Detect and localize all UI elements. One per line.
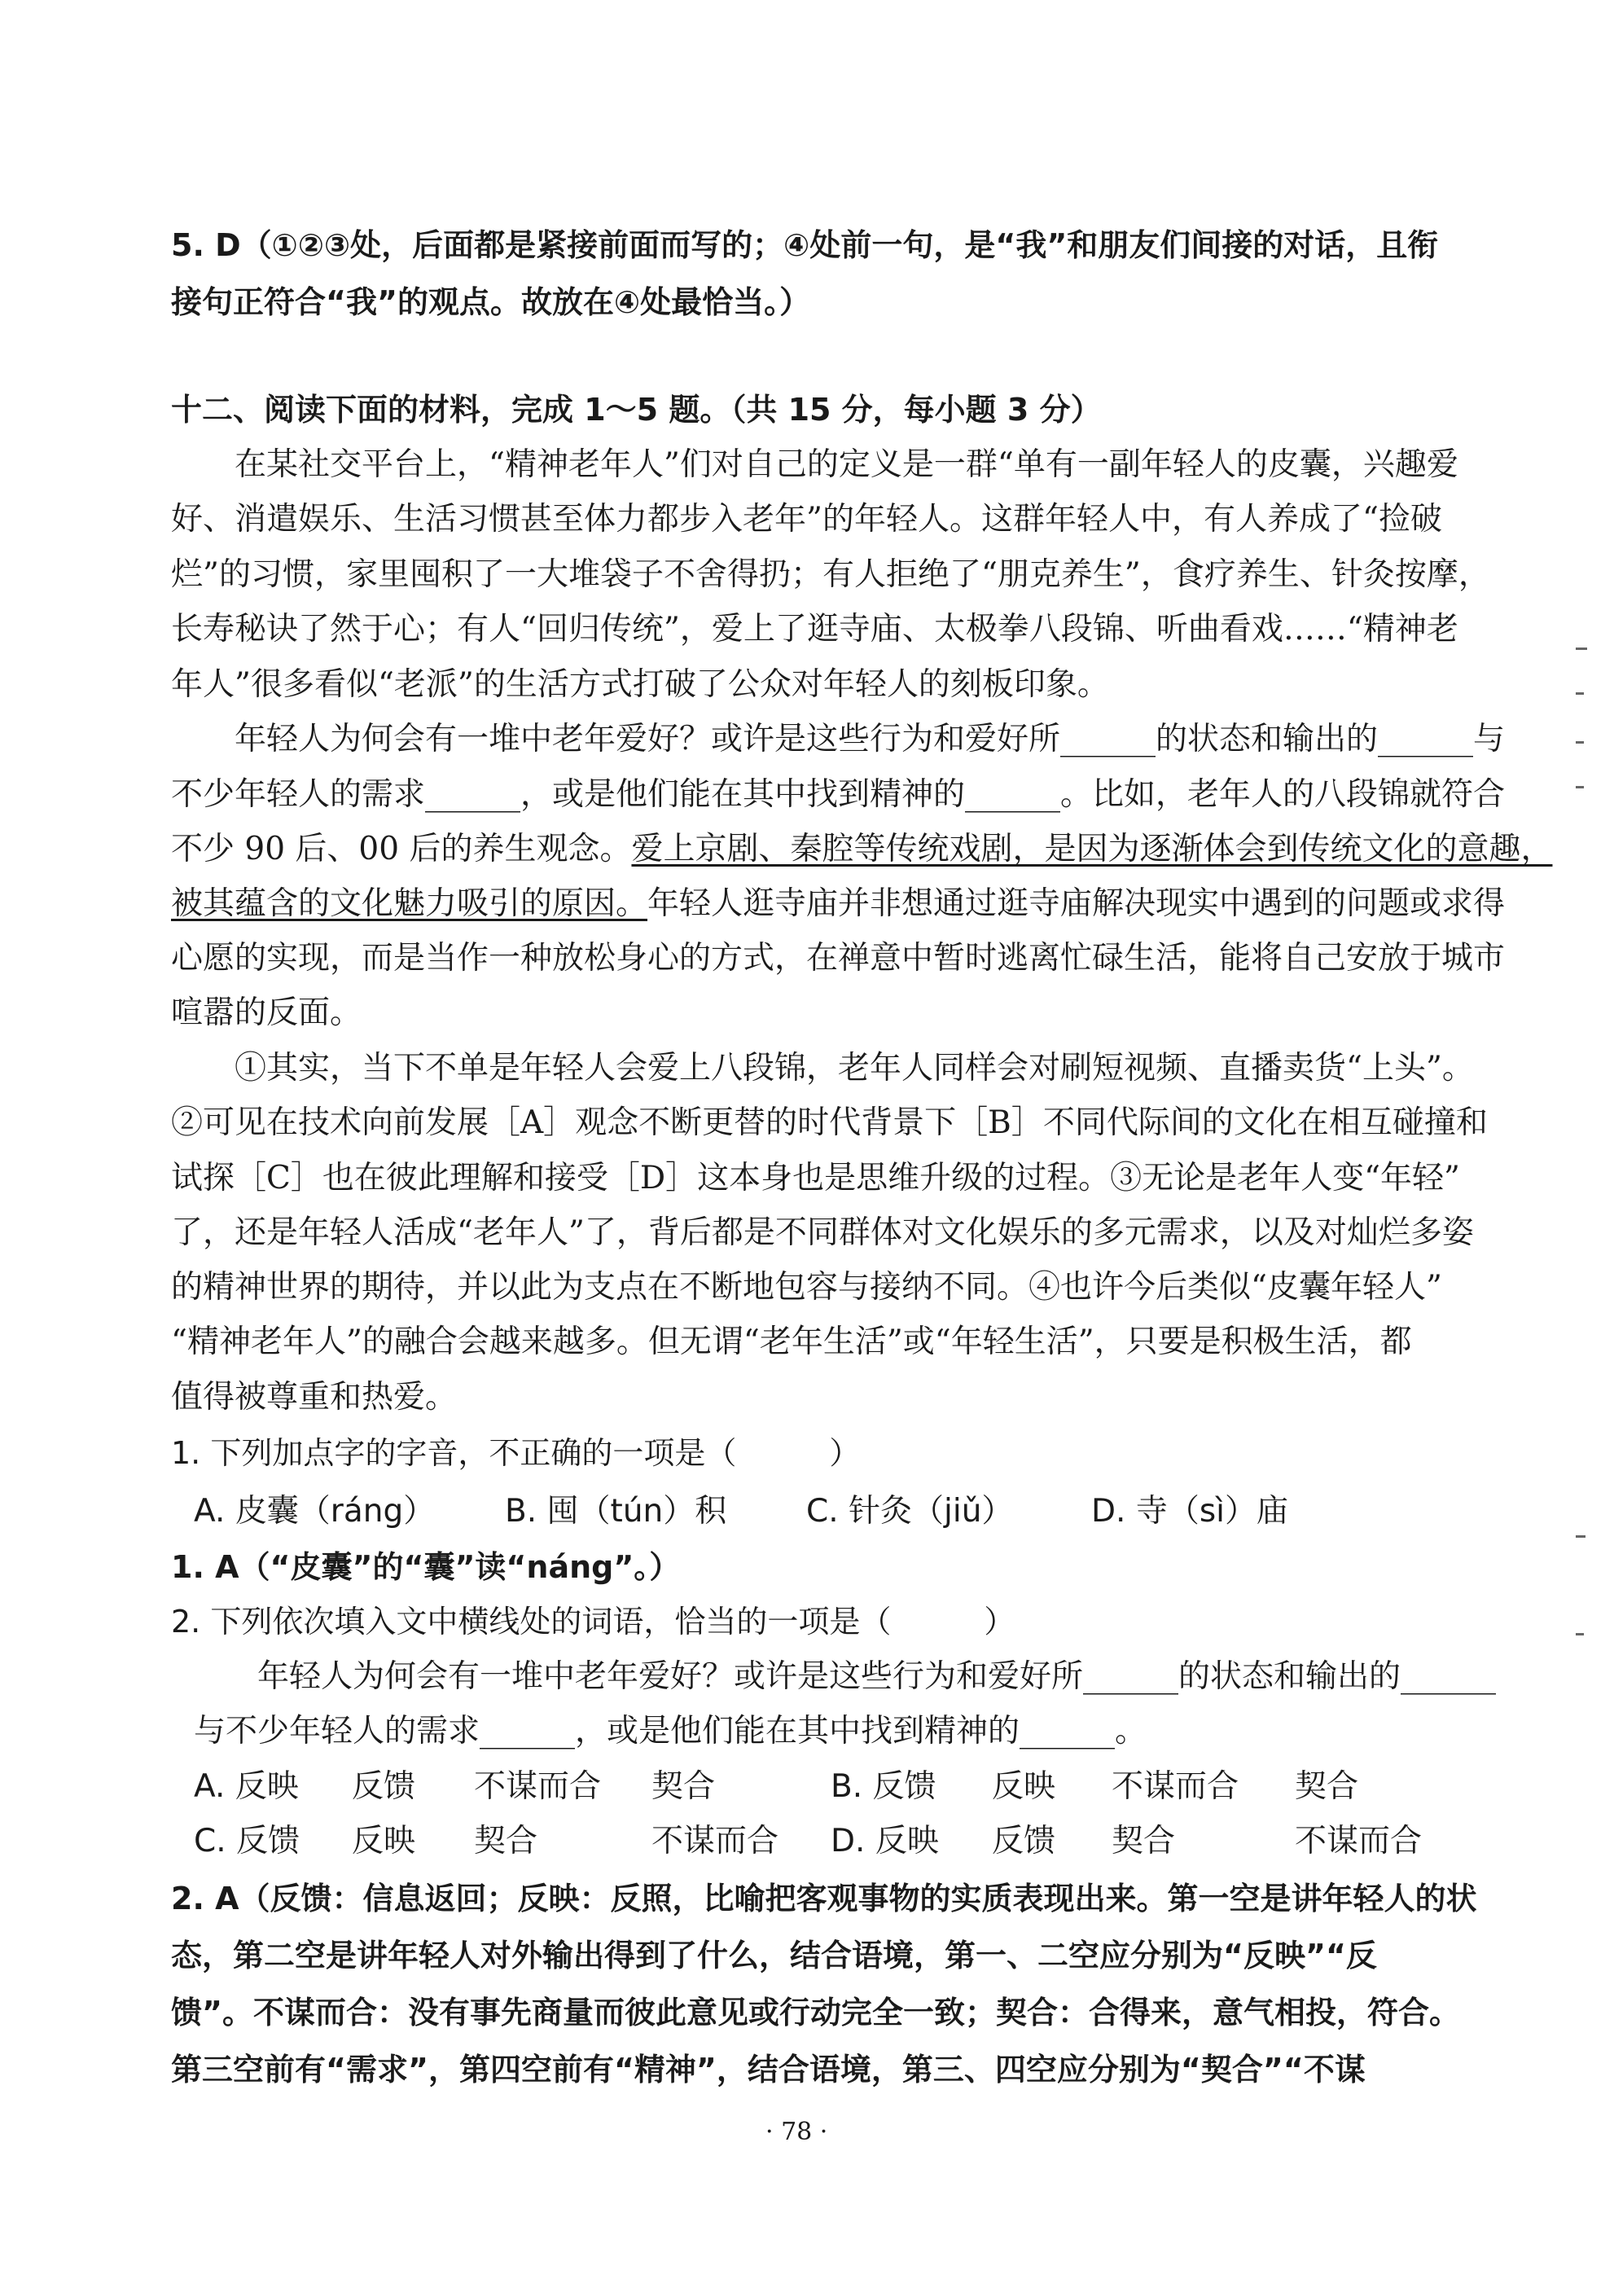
question-1-answer: 1. A（“皮囊”的“囊”读“náng”。） bbox=[171, 1549, 681, 1585]
passage-line: 在某社交平台上，“精神老年人”们对自己的定义是一群“单有一副年轻人的皮囊，兴趣爱 bbox=[171, 446, 1458, 483]
q2-option-c-1: C. 反馈 bbox=[194, 1823, 300, 1859]
passage-line: ①其实，当下不单是年轻人会爱上八段锦，老年人同样会对刷短视频、直播卖货“上头”。 bbox=[171, 1050, 1474, 1087]
underlined-sentence: 被其蕴含的文化魅力吸引的原因。 bbox=[171, 885, 648, 922]
passage-line: ②可见在技术向前发展［A］观念不断更替的时代背景下［B］不同代际间的文化在相互碰撞和 bbox=[171, 1104, 1488, 1141]
passage-text: 不少 90 后、00 后的养生观念。 bbox=[171, 831, 632, 867]
scan-mark bbox=[1576, 786, 1584, 788]
section-heading: 十二、阅读下面的材料，完成 1～5 题。（共 15 分，每小题 3 分） bbox=[171, 392, 1102, 428]
question-2-stem: 2. 下列依次填入文中横线处的词语，恰当的一项是（ ） bbox=[171, 1604, 1015, 1640]
scan-mark bbox=[1576, 692, 1584, 695]
passage-line: 好、消遣娱乐、生活习惯甚至体力都步入老年”的年轻人。这群年轻人中，有人养成了“捡破 bbox=[171, 501, 1442, 538]
q2-option-d-3: 契合 bbox=[1112, 1823, 1176, 1859]
scan-mark bbox=[1576, 1535, 1585, 1538]
q2-option-d-2: 反馈 bbox=[992, 1823, 1056, 1859]
answer-5-line-2: 接句正符合“我”的观点。故放在④处最恰当。） bbox=[171, 284, 811, 320]
q2-option-d-1: D. 反映 bbox=[831, 1823, 939, 1859]
q2-option-a-2: 反馈 bbox=[352, 1768, 416, 1805]
q1-option-b: B. 囤（tún）积 bbox=[505, 1493, 727, 1530]
scan-mark bbox=[1576, 741, 1584, 744]
passage-line: 年轻人为何会有一堆中老年爱好？或许是这些行为和爱好所______的状态和输出的______与 bbox=[171, 721, 1506, 757]
passage-line bbox=[171, 883, 1505, 925]
passage-text: 年轻人逛寺庙并非想通过逛寺庙解决现实中遇到的问题或求得 bbox=[647, 885, 1506, 922]
question-2-answer-line: 态，第二空是讲年轻人对外输出得到了什么，结合语境，第一、二空应分别为“反映”“反 bbox=[171, 1938, 1377, 1973]
q2-quote-line: 年轻人为何会有一堆中老年爱好？或许是这些行为和爱好所______的状态和输出的______ bbox=[194, 1658, 1497, 1695]
underlined-sentence: 爱上京剧、秦腔等传统戏剧，是因为逐渐体会到传统文化的意趣， bbox=[631, 831, 1553, 867]
q2-option-a-3: 不谋而合 bbox=[474, 1768, 602, 1805]
passage-line: 了，还是年轻人活成“老年人”了，背后都是不同群体对文化娱乐的多元需求，以及对灿烂多姿 bbox=[171, 1214, 1474, 1251]
question-2-answer-line: 馈”。不谋而合：没有事先商量而彼此意见或行动完全一致；契合：合得来，意气相投，符合。 bbox=[171, 1995, 1460, 2030]
page-number: · 78 · bbox=[765, 2118, 828, 2146]
q2-option-a-1: A. 反映 bbox=[194, 1768, 299, 1805]
q2-option-b-4: 契合 bbox=[1295, 1768, 1359, 1805]
q2-option-d-4: 不谋而合 bbox=[1295, 1823, 1423, 1859]
q2-option-c-2: 反映 bbox=[352, 1823, 416, 1859]
q2-option-b-2: 反映 bbox=[992, 1768, 1056, 1805]
scan-mark bbox=[1576, 1633, 1584, 1635]
passage-line: 心愿的实现，而是当作一种放松身心的方式，在禅意中暂时逃离忙碌生活，能将自己安放于城市 bbox=[171, 940, 1506, 977]
passage-line bbox=[171, 828, 1552, 871]
question-2-answer-line: 第三空前有“需求”，第四空前有“精神”，结合语境，第三、四空应分别为“契合”“不谋 bbox=[171, 2052, 1366, 2087]
q2-option-c-4: 不谋而合 bbox=[651, 1823, 779, 1859]
q2-quote-line: 与不少年轻人的需求______，或是他们能在其中找到精神的______。 bbox=[194, 1713, 1147, 1749]
q2-option-b-3: 不谋而合 bbox=[1112, 1768, 1239, 1805]
passage-line: 不少年轻人的需求______，或是他们能在其中找到精神的______。比如，老年人的八段锦就符合 bbox=[171, 776, 1506, 813]
passage-line: “精神老年人”的融合会越来越多。但无谓“老年生活”或“年轻生活”，只要是积极生活，都 bbox=[171, 1324, 1412, 1360]
passage-line: 试探［C］也在彼此理解和接受［D］这本身也是思维升级的过程。③无论是老年人变“年轻” bbox=[171, 1160, 1460, 1196]
q1-option-c: C. 针灸（jiǔ） bbox=[806, 1493, 1014, 1530]
q1-option-d: D. 寺（sì）庙 bbox=[1091, 1493, 1288, 1530]
passage-line: 年人”很多看似“老派”的生活方式打破了公众对年轻人的刻板印象。 bbox=[171, 666, 1109, 703]
question-1-stem: 1. 下列加点字的字音，不正确的一项是（ ） bbox=[171, 1435, 861, 1471]
passage-line: 的精神世界的期待，并以此为支点在不断地包容与接纳不同。④也许今后类似“皮囊年轻人” bbox=[171, 1269, 1442, 1306]
passage-line: 烂”的习惯，家里囤积了一大堆袋子不舍得扔；有人拒绝了“朋克养生”，食疗养生、针灸按摩， bbox=[171, 556, 1490, 593]
q2-option-b-1: B. 反馈 bbox=[831, 1768, 936, 1805]
passage-line: 长寿秘诀了然于心；有人“回归传统”，爱上了逛寺庙、太极拳八段锦、听曲看戏……“精神老 bbox=[171, 611, 1458, 648]
passage-line: 值得被尊重和热爱。 bbox=[171, 1379, 458, 1416]
q2-option-c-3: 契合 bbox=[474, 1823, 538, 1859]
scan-mark bbox=[1576, 648, 1587, 650]
q2-option-a-4: 契合 bbox=[651, 1768, 716, 1805]
q1-option-a: A. 皮囊（ráng） bbox=[194, 1493, 436, 1530]
answer-5-line-1: 5. D（①②③处，后面都是紧接前面而写的；④处前一句，是“我”和朋友们间接的对话，且衔 bbox=[171, 227, 1439, 263]
question-2-answer-line: 2. A（反馈：信息返回；反映：反照，比喻把客观事物的实质表现出来。第一空是讲年轻人的状 bbox=[171, 1881, 1477, 1916]
passage-line: 喧嚣的反面。 bbox=[171, 994, 362, 1031]
